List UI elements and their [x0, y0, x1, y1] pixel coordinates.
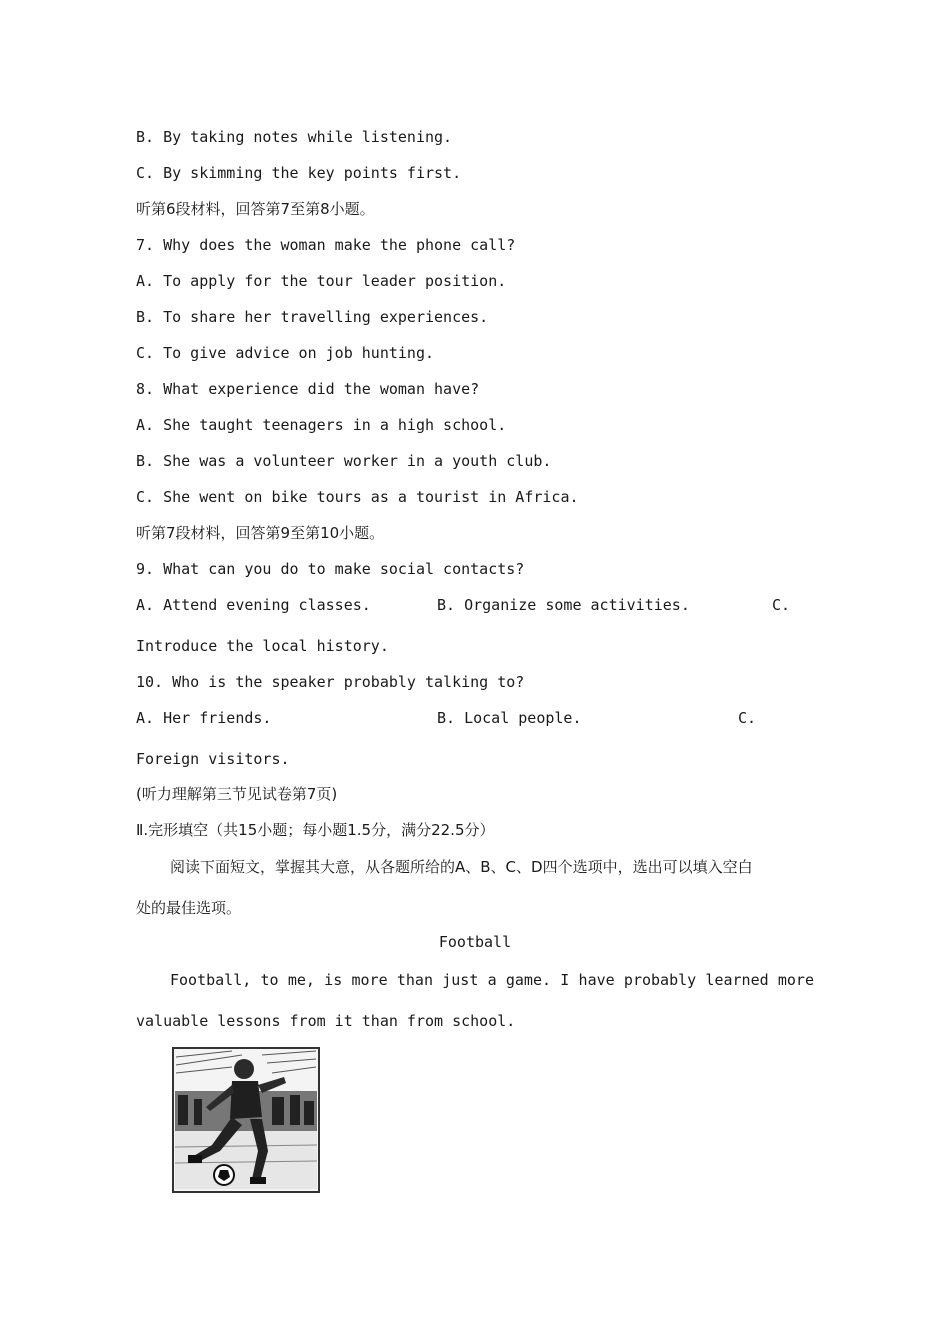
football-player-icon: [172, 1047, 320, 1193]
question-7: 7. Why does the woman make the phone call?: [136, 236, 516, 254]
option-9c-text: Introduce the local history.: [136, 637, 389, 655]
option-8b: B. She was a volunteer worker in a youth club.: [136, 452, 552, 470]
option-7a: A. To apply for the tour leader position.: [136, 272, 507, 290]
option-10b: B. Local people.: [437, 709, 582, 727]
question-10: 10. Who is the speaker probably talking to?: [136, 673, 525, 691]
football-player-illustration: [172, 1047, 320, 1193]
option-7c: C. To give advice on job hunting.: [136, 344, 435, 362]
option-9b: B. Organize some activities.: [437, 596, 690, 614]
paragraph-1-line-1: Football, to me, is more than just a game. I have probably learned more: [170, 971, 814, 989]
option-8c: C. She went on bike tours as a tourist in Africa.: [136, 488, 579, 506]
instructions-line-2: 处的最佳选项。: [136, 899, 242, 917]
question-8: 8. What experience did the woman have?: [136, 380, 480, 398]
instructions-line-1: 阅读下面短文，掌握其大意，从各题所给的A、B、C、D四个选项中，选出可以填入空白: [170, 858, 753, 876]
section-7-header: 听第7段材料，回答第9至第10小题。: [136, 524, 385, 542]
option-9a: A. Attend evening classes.: [136, 596, 371, 614]
option-7b: B. To share her travelling experiences.: [136, 308, 489, 326]
option-10a: A. Her friends.: [136, 709, 272, 727]
option-10c-label: C.: [738, 709, 757, 727]
section-6-header: 听第6段材料，回答第7至第8小题。: [136, 200, 375, 218]
paragraph-1-line-2: valuable lessons from it than from school.: [136, 1012, 516, 1030]
option-6b: B. By taking notes while listening.: [136, 128, 453, 146]
passage-title: Football: [438, 933, 512, 951]
part-2-header: Ⅱ.完形填空（共15小题；每小题1.5分，满分22.5分）: [136, 821, 495, 839]
option-10c-text: Foreign visitors.: [136, 750, 290, 768]
question-9: 9. What can you do to make social contacts?: [136, 560, 525, 578]
option-8a: A. She taught teenagers in a high school.: [136, 416, 507, 434]
option-6c: C. By skimming the key points first.: [136, 164, 462, 182]
option-9c-label: C.: [772, 596, 791, 614]
listening-note: (听力理解第三节见试卷第7页): [136, 785, 338, 803]
